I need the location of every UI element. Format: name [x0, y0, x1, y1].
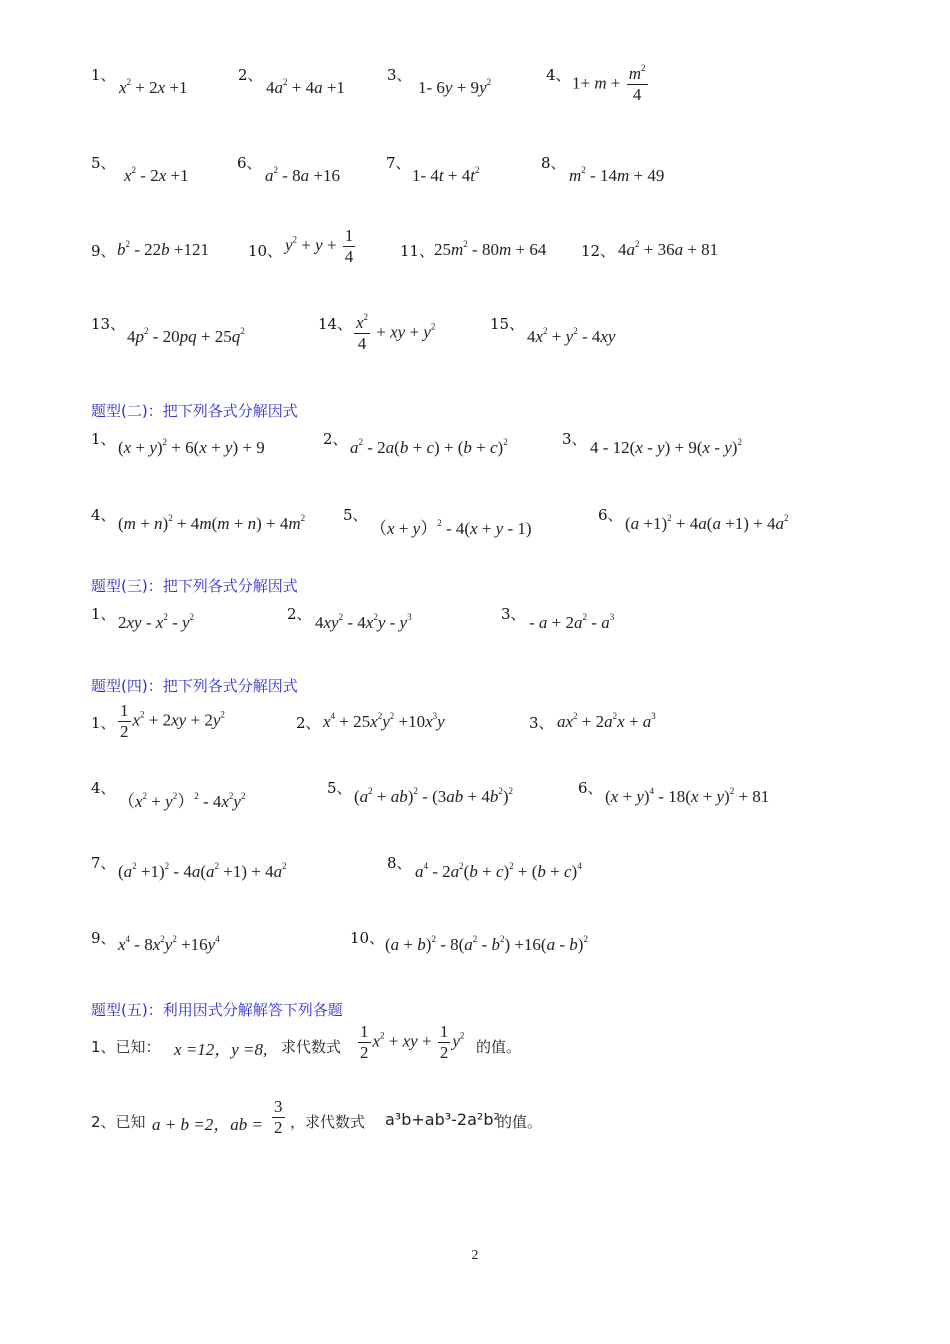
problem-expression: a³b+ab³-2a²b² — [385, 1110, 500, 1129]
problem-expression: $25m^2 - 80m + 64$ — [434, 239, 547, 259]
problem-number: 7、 — [91, 854, 116, 872]
problem-expression: $ax^2 + 2a^2x + a^3$ — [557, 711, 656, 731]
problem-expression: $x^4 + 25x^2y^2 +10x^3y$ — [323, 711, 445, 731]
problem-number: 3、 — [529, 714, 554, 732]
problem-expression: $4xy^2 - 4x^2y - y^3$ — [315, 612, 412, 632]
problem-expression: $4a^2 + 4a +1$ — [266, 77, 345, 97]
problem-expression: $4x^2 + y^2 - 4xy$ — [527, 326, 616, 346]
problem-number: 6、 — [598, 506, 623, 524]
problem-row — [0, 504, 950, 564]
problem-expression: $(a +1)^2 + 4a(a +1) + 4a^2$ — [625, 513, 789, 533]
problem-number: 2、 — [296, 714, 321, 732]
problem-number: 3、 — [387, 66, 412, 84]
problem-expression: $(x + y)^4 - 18(x + y)^2 + 81$ — [605, 786, 770, 806]
problem-number: 5、 — [327, 779, 352, 797]
question-condition: a + b =2，ab = — [152, 1115, 263, 1134]
problem-number: 8、 — [541, 154, 566, 172]
problem-row — [0, 1022, 950, 1072]
problem-expression: $x^4 - 8x^2y^2 +16y^4$ — [118, 934, 220, 954]
problem-number: 5、 — [343, 506, 368, 524]
section-heading: 题型(二)：把下列各式分解因式 — [91, 402, 298, 420]
problem-number: 15、 — [490, 315, 525, 333]
problem-number: 2、 — [323, 430, 348, 448]
question-ask: 求代数式 — [281, 1038, 342, 1056]
question-condition: x =12，y =8, — [174, 1040, 268, 1059]
problem-number: 6、 — [578, 779, 603, 797]
question-end: 的值。 — [476, 1038, 522, 1056]
problem-expression: $a^2 - 8a +16$ — [265, 165, 341, 185]
page-number: 2 — [471, 1248, 479, 1263]
problem-number: 14、 — [318, 315, 353, 333]
problem-number: 3、 — [562, 430, 587, 448]
question-label: 1、已知： — [91, 1038, 161, 1056]
problem-number: 13、 — [91, 315, 126, 333]
problem-row — [0, 428, 950, 488]
problem-row — [0, 152, 950, 212]
problem-number: 1、 — [91, 66, 116, 84]
problem-row — [0, 603, 950, 663]
problem-row — [0, 777, 950, 837]
problem-number: 8、 — [387, 854, 412, 872]
problem-number: 11、 — [400, 242, 435, 260]
problem-expression: $4a^2 + 36a + 81$ — [618, 239, 719, 259]
problem-expression: 1- $4t + 4t^2$ — [412, 165, 480, 185]
section-heading: 题型(四)：把下列各式分解因式 — [91, 677, 298, 695]
problem-row — [0, 701, 950, 761]
problem-number: 1、 — [91, 714, 116, 732]
question-label: 2、已知 — [91, 1113, 146, 1131]
problem-expression: $a^4 - 2a^2(b + c)^2 + (b + c)^4$ — [415, 861, 582, 881]
problem-row — [0, 64, 950, 124]
problem-number: 5、 — [91, 154, 116, 172]
problem-expression: $(x + y)^2 - 4(x + y - 1)$ — [370, 518, 532, 538]
problem-expression: 1- $6y + 9y^2$ — [418, 77, 492, 97]
problem-number: 2、 — [287, 605, 312, 623]
problem-row — [0, 852, 950, 912]
problem-expression: $x^2 + 2x +1$ — [119, 77, 188, 97]
problem-number: 10、 — [350, 929, 385, 947]
problem-expression: $b^2 - 22b +121$ — [117, 239, 210, 259]
problem-expression: $m^2 - 14m + 49$ — [569, 165, 665, 185]
fraction-three-halves: $\frac{3}{2}$ — [274, 1097, 283, 1137]
problem-expression: $(x + y)^2 + 6(x + y) + 9$ — [118, 437, 265, 457]
section-heading: 题型(三)：把下列各式分解因式 — [91, 577, 298, 595]
section-heading: 题型(五)：利用因式分解解答下列各题 — [91, 1001, 343, 1019]
problem-number: 4、 — [91, 779, 116, 797]
problem-number: 7、 — [386, 154, 411, 172]
question-ask: ，求代数式 — [290, 1113, 366, 1131]
problem-row — [0, 1097, 950, 1147]
problem-expression: - $a + 2a^2 - a^3$ — [529, 612, 615, 632]
problem-number: 9、 — [91, 242, 116, 260]
problem-expression: $x^2 - 2x +1$ — [124, 165, 189, 185]
problem-number: 6、 — [237, 154, 262, 172]
problem-row — [0, 927, 950, 987]
problem-number: 10、 — [248, 242, 283, 260]
problem-row — [0, 313, 950, 373]
problem-number: 4、 — [546, 66, 571, 84]
problem-expression: $(a + b)^2 - 8(a^2 - b^2) +16(a - b)^2$ — [385, 934, 588, 954]
problem-number: 12、 — [581, 242, 616, 260]
problem-expression: $y^2 + y$ + $\frac{1}{4}$ — [285, 226, 354, 266]
problem-expression: $(a^2 +1)^2 - 4a(a^2 +1) + 4a^2$ — [118, 861, 287, 881]
problem-expression: $\frac{x^2}{4}$ + xy + $y^2$ — [356, 312, 436, 353]
problem-expression: $2xy - x^2 - y^2$ — [118, 612, 195, 632]
problem-row — [0, 226, 950, 286]
problem-expression: 4 - 12(x - y) + 9(x - y)$^2$ — [590, 437, 742, 457]
problem-number: 4、 — [91, 506, 116, 524]
problem-number: 1、 — [91, 430, 116, 448]
problem-expression: $(m + n)^2 + 4m(m + n) + 4m^2$ — [118, 513, 306, 533]
problem-expression: $\frac{1}{2}$ $x^2 + 2xy + 2y^2$ — [120, 701, 225, 741]
problem-number: 2、 — [238, 66, 263, 84]
question-end: 的值。 — [497, 1113, 543, 1131]
problem-expression: $4p^2 - 20pq + 25q^2$ — [127, 326, 245, 346]
problem-expression: $(x^2 + y^2)^2 - 4x^2y^2$ — [118, 791, 246, 811]
problem-expression: $a^2 - 2a(b + c) + (b + c)^2$ — [350, 437, 508, 457]
problem-number: 3、 — [501, 605, 526, 623]
problem-number: 1、 — [91, 605, 116, 623]
problem-expression: $(a^2 + ab)^2 - (3ab + 4b^2)^2$ — [354, 786, 514, 806]
problem-number: 9、 — [91, 929, 116, 947]
problem-expression: $\frac{1}{2}$ $x^2$ + xy + $\frac{1}{2}$ $y^2$ — [360, 1022, 465, 1062]
problem-expression: 1+ m + $\frac{m^2}{4}$ — [572, 63, 646, 104]
